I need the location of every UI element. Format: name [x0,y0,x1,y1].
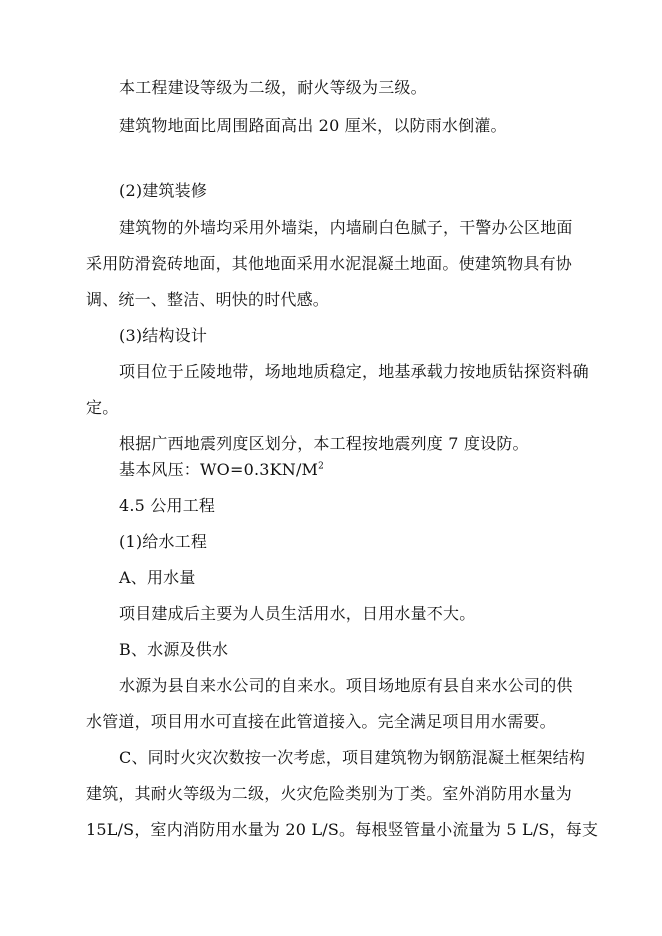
text-line: 建筑，其耐火等级为二级，火灾危险类别为丁类。室外消防用水量为 [86,784,573,803]
text-line: C、同时火灾次数按一次考虑，项目建筑物为钢筋混凝土框架结构 [119,748,586,767]
section-heading: (1)给水工程 [119,532,208,551]
text-line: 项目建成后主要为人员生活用水，日用水量不大。 [119,604,476,623]
text-line: 本工程建设等级为二级，耐火等级为三级。 [119,78,427,97]
section-heading: 4.5 公用工程 [119,496,216,515]
text-line: 建筑物地面比周围路面高出 20 厘米，以防雨水倒灌。 [119,116,507,135]
section-heading: (3)结构设计 [119,326,208,345]
text-line: 水管道，项目用水可直接在此管道接入。完全满足项目用水需要。 [86,712,556,731]
text-line: 调、统一、整洁、明快的时代感。 [86,290,330,309]
text-line: 定。 [86,398,119,417]
superscript: 2 [318,461,325,472]
text-line: 建筑物的外墙均采用外墙柒，内墙刷白色腻子，干警办公区地面 [119,218,573,237]
subsection-heading: A、用水量 [119,568,196,587]
wind-pressure-text: 基本风压：WO=0.3KN/M [119,460,319,479]
wind-pressure-line [119,460,324,480]
section-heading: (2)建筑装修 [119,181,208,200]
text-line: 根据广西地震列度区划分，本工程按地震列度 7 度设防。 [119,434,529,453]
subsection-heading: B、水源及供水 [119,640,229,659]
text-line: 水源为县自来水公司的自来水。项目场地原有县自来水公司的供 [119,676,573,695]
text-line: 15L/S，室内消防用水量为 20 L/S。每根竖管量小流量为 5 L/S，每支 [86,820,599,839]
text-line: 采用防滑瓷砖地面，其他地面采用水泥混凝土地面。使建筑物具有协 [86,254,573,273]
text-line: 项目位于丘陵地带，场地地质稳定，地基承载力按地质钻探资料确 [119,362,589,381]
